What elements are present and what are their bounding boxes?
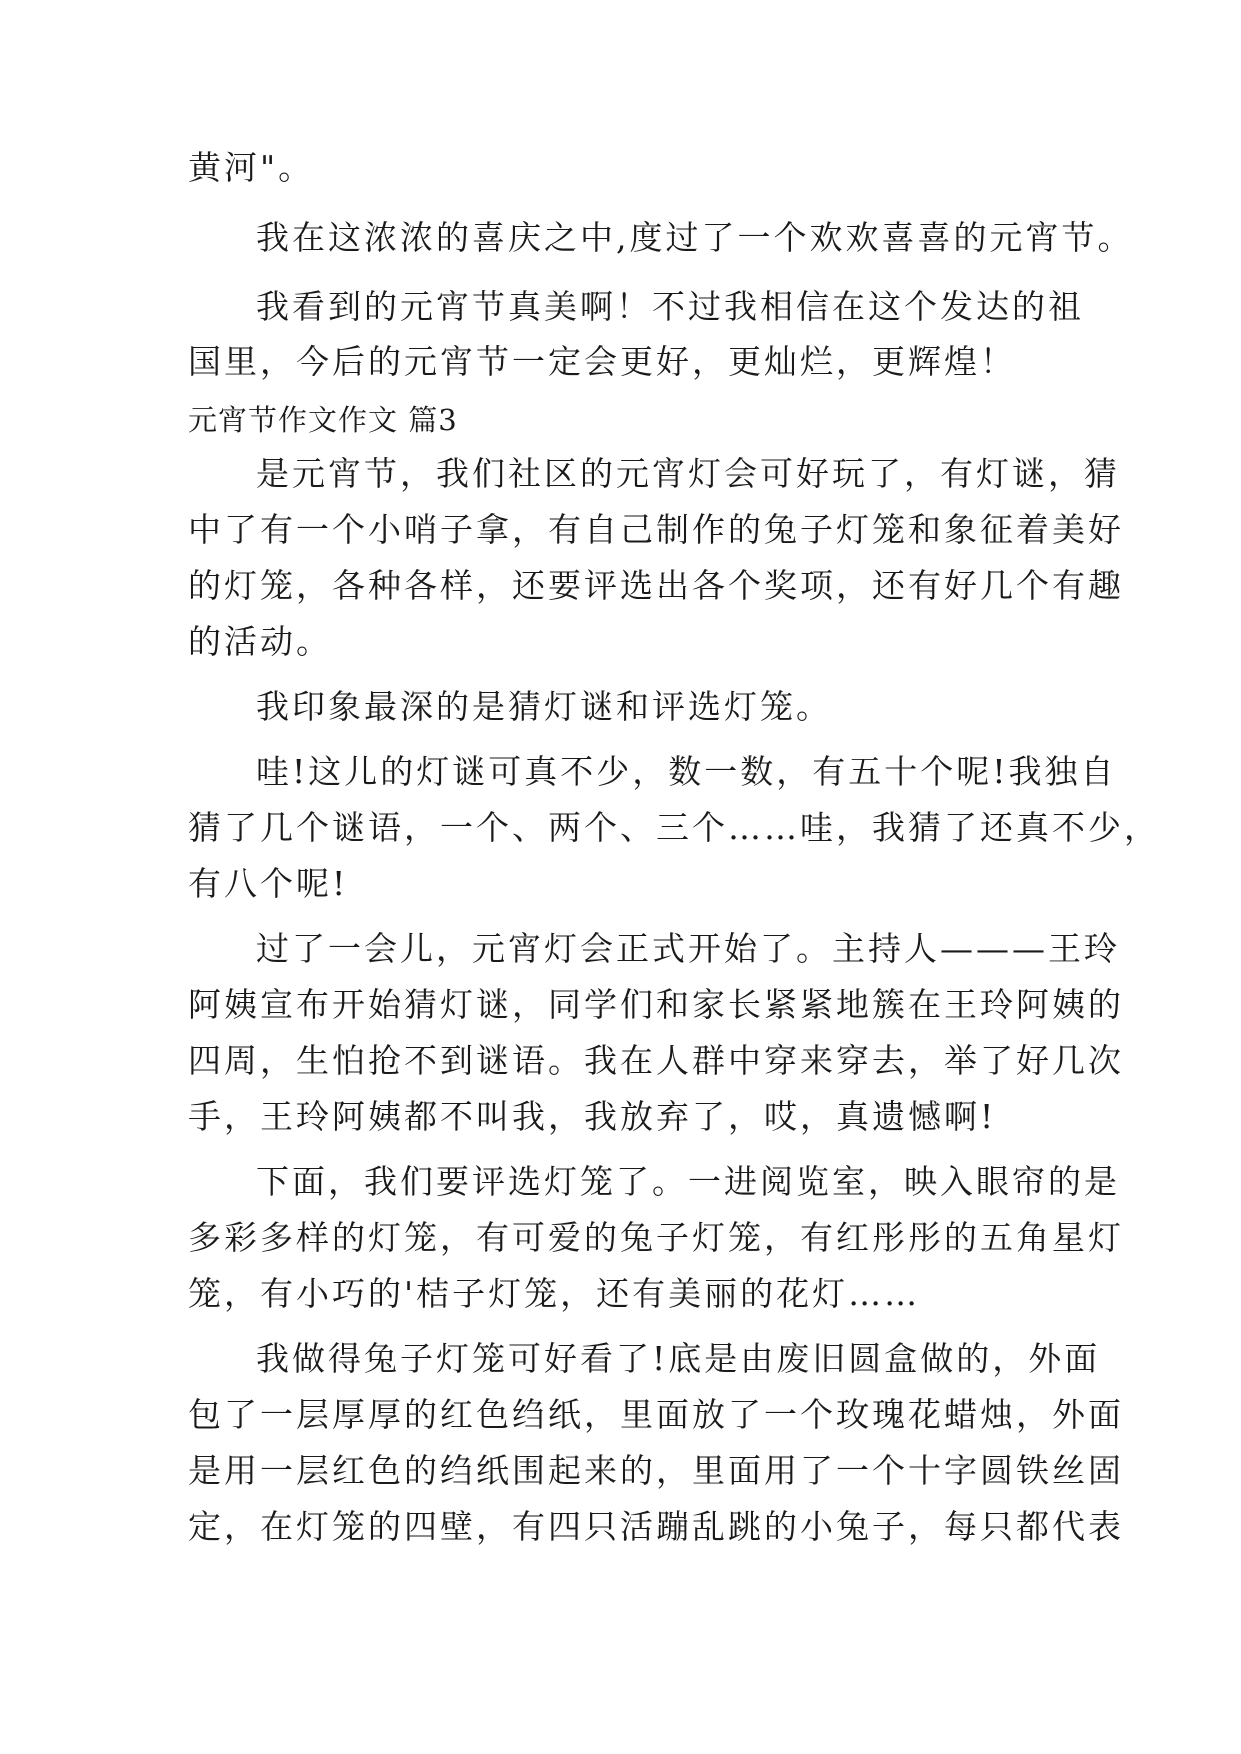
paragraph-start-line: 是元宵节，我们社区的元宵灯会可好玩了，有灯谜，猜	[256, 454, 1120, 493]
paragraph-start-line: 我印象最深的是猜灯谜和评选灯笼。	[256, 687, 832, 726]
text-line: 阿姨宣布开始猜灯谜，同学们和家长紧紧地簇在王玲阿姨的	[188, 985, 1124, 1024]
text-line: 中了有一个小哨子拿，有自己制作的兔子灯笼和象征着美好	[188, 510, 1124, 549]
text-line: 笼，有小巧的'桔子灯笼，还有美丽的花灯……	[188, 1274, 921, 1313]
text-line: 的灯笼，各种各样，还要评选出各个奖项，还有好几个有趣	[188, 566, 1124, 605]
paragraph-start-line: 我做得兔子灯笼可好看了!底是由废旧圆盒做的，外面	[256, 1339, 1101, 1378]
text-line: 的活动。	[188, 622, 332, 661]
paragraph-start-line: 过了一会儿，元宵灯会正式开始了。主持人———王玲	[256, 929, 1120, 968]
text-line: 定，在灯笼的四壁，有四只活蹦乱跳的小兔子，每只都代表	[188, 1507, 1124, 1546]
text-line: 四周，生怕抢不到谜语。我在人群中穿来穿去，举了好几次	[188, 1041, 1124, 1080]
text-line: 国里，今后的元宵节一定会更好，更灿烂，更辉煌！	[188, 342, 1016, 381]
paragraph-start-line: 我在这浓浓的喜庆之中,度过了一个欢欢喜喜的元宵节。	[256, 218, 1134, 257]
text-line: 手，王玲阿姨都不叫我，我放弃了，哎，真遗憾啊!	[188, 1097, 997, 1136]
paragraph-start-line: 我看到的元宵节真美啊！不过我相信在这个发达的祖	[256, 287, 1084, 326]
paragraph-start-line: 下面，我们要评选灯笼了。一进阅览室，映入眼帘的是	[256, 1162, 1120, 1201]
section-heading: 元宵节作文作文 篇3	[188, 403, 458, 437]
text-line: 包了一层厚厚的红色绉纸，里面放了一个玫瑰花蜡烛，外面	[188, 1395, 1124, 1434]
text-line: 猜了几个谜语，一个、两个、三个……哇，我猜了还真不少，	[188, 808, 1160, 847]
text-line: 是用一层红色的绉纸围起来的，里面用了一个十字圆铁丝固	[188, 1451, 1124, 1490]
paragraph-start-line: 哇!这儿的灯谜可真不少，数一数，有五十个呢!我独自	[256, 752, 1117, 791]
text-line: 有八个呢!	[188, 864, 349, 903]
text-line: 多彩多样的灯笼，有可爱的兔子灯笼，有红彤彤的五角星灯	[188, 1218, 1124, 1257]
text-line: 黄河"。	[188, 148, 315, 187]
